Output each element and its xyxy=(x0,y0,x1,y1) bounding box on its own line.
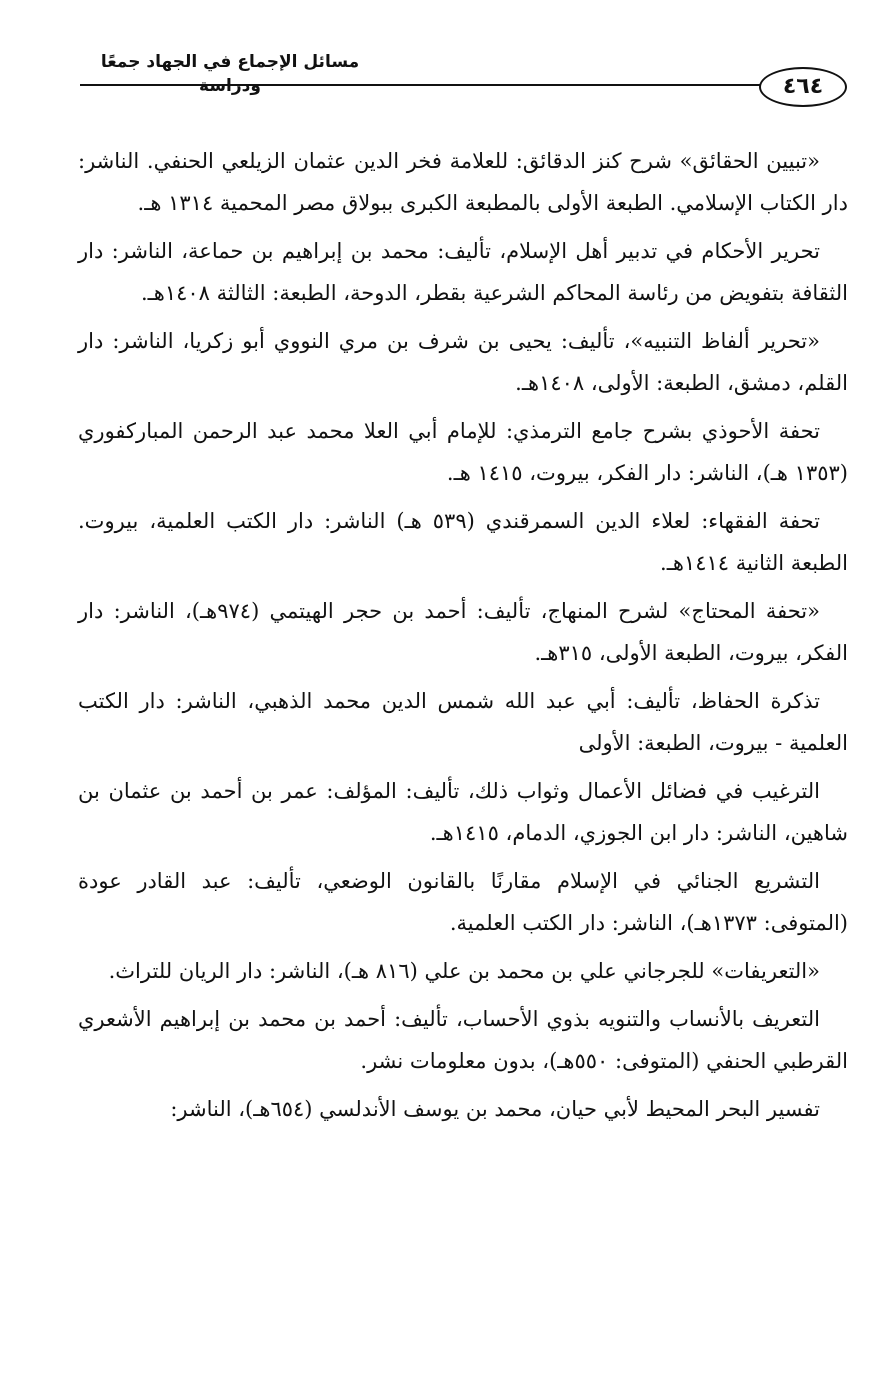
page-number: ٤٦٤ xyxy=(782,74,824,99)
bibliography-entry: «تحرير ألفاظ التنبيه»، تأليف: يحيى بن شرف بن مري النووي أبو زكريا، الناشر: دار القلم، دمشق، الطبعة: الأولى، ١٤٠٨هـ. xyxy=(78,329,848,395)
running-title: مسائل الإجماع في الجهاد جمعًا ودراسة xyxy=(100,52,360,96)
bibliography-entry: تحفة الأحوذي بشرح جامع الترمذي: للإمام أبي العلا محمد عبد الرحمن المباركفوري (١٣٥٣ هـ)، الناشر: دار الفكر، بيروت، ١٤١٥ هـ. xyxy=(78,419,848,485)
bibliography-entry: تحفة الفقهاء: لعلاء الدين السمرقندي (٥٣٩ هـ) الناشر: دار الكتب العلمية، بيروت. الطبعة الثانية ١٤١٤هـ. xyxy=(78,509,848,575)
bibliography-entry: تفسير البحر المحيط لأبي حيان، محمد بن يوسف الأندلسي (٦٥٤هـ)، الناشر: xyxy=(170,1097,820,1121)
bibliography-entry: الترغيب في فضائل الأعمال وثواب ذلك، تأليف: المؤلف: عمر بن أحمد بن عثمان بن شاهين، الناشر: دار ابن الجوزي، الدمام، ١٤١٥هـ. xyxy=(78,779,848,845)
header-rule xyxy=(80,84,770,86)
bibliography-list xyxy=(78,140,848,1136)
bibliography-entry: تحرير الأحكام في تدبير أهل الإسلام، تأليف: محمد بن إبراهيم بن حماعة، الناشر: دار الثقافة بتفويض من رئاسة المحاكم الشرعية بقطر، الدوحة، الطبعة: الثالثة ١٤٠٨هـ. xyxy=(78,239,848,305)
bibliography-entry: «التعريفات» للجرجاني علي بن محمد بن علي (٨١٦ هـ)، الناشر: دار الريان للتراث. xyxy=(108,959,820,983)
bibliography-entry: تذكرة الحفاظ، تأليف: أبي عبد الله شمس الدين محمد الذهبي، الناشر: دار الكتب العلمية - بيروت، الطبعة: الأولى xyxy=(78,689,848,755)
bibliography-entry: التعريف بالأنساب والتنويه بذوي الأحساب، تأليف: أحمد بن محمد بن إبراهيم الأشعري القرطبي الحنفي (المتوفى: ٥٥٠هـ)، بدون معلومات نشر. xyxy=(78,1007,848,1073)
bibliography-entry: «تحفة المحتاج» لشرح المنهاج، تأليف: أحمد بن حجر الهيتمي (٩٧٤هـ)، الناشر: دار الفكر، بيروت، الطبعة الأولى، ٣١٥هـ. xyxy=(78,599,848,665)
bibliography-entry: «تبيين الحقائق» شرح كنز الدقائق: للعلامة فخر الدين عثمان الزيلعي الحنفي. الناشر: دار الكتاب الإسلامي. الطبعة الأولى بالمطبعة الكبرى ببولاق مصر المحمية ١٣١٤ هـ. xyxy=(78,149,848,215)
bibliography-entry: التشريع الجنائي في الإسلام مقارنًا بالقانون الوضعي، تأليف: عبد القادر عودة (المتوفى: ١٣٧٣هـ)، الناشر: دار الكتب العلمية. xyxy=(78,869,848,935)
